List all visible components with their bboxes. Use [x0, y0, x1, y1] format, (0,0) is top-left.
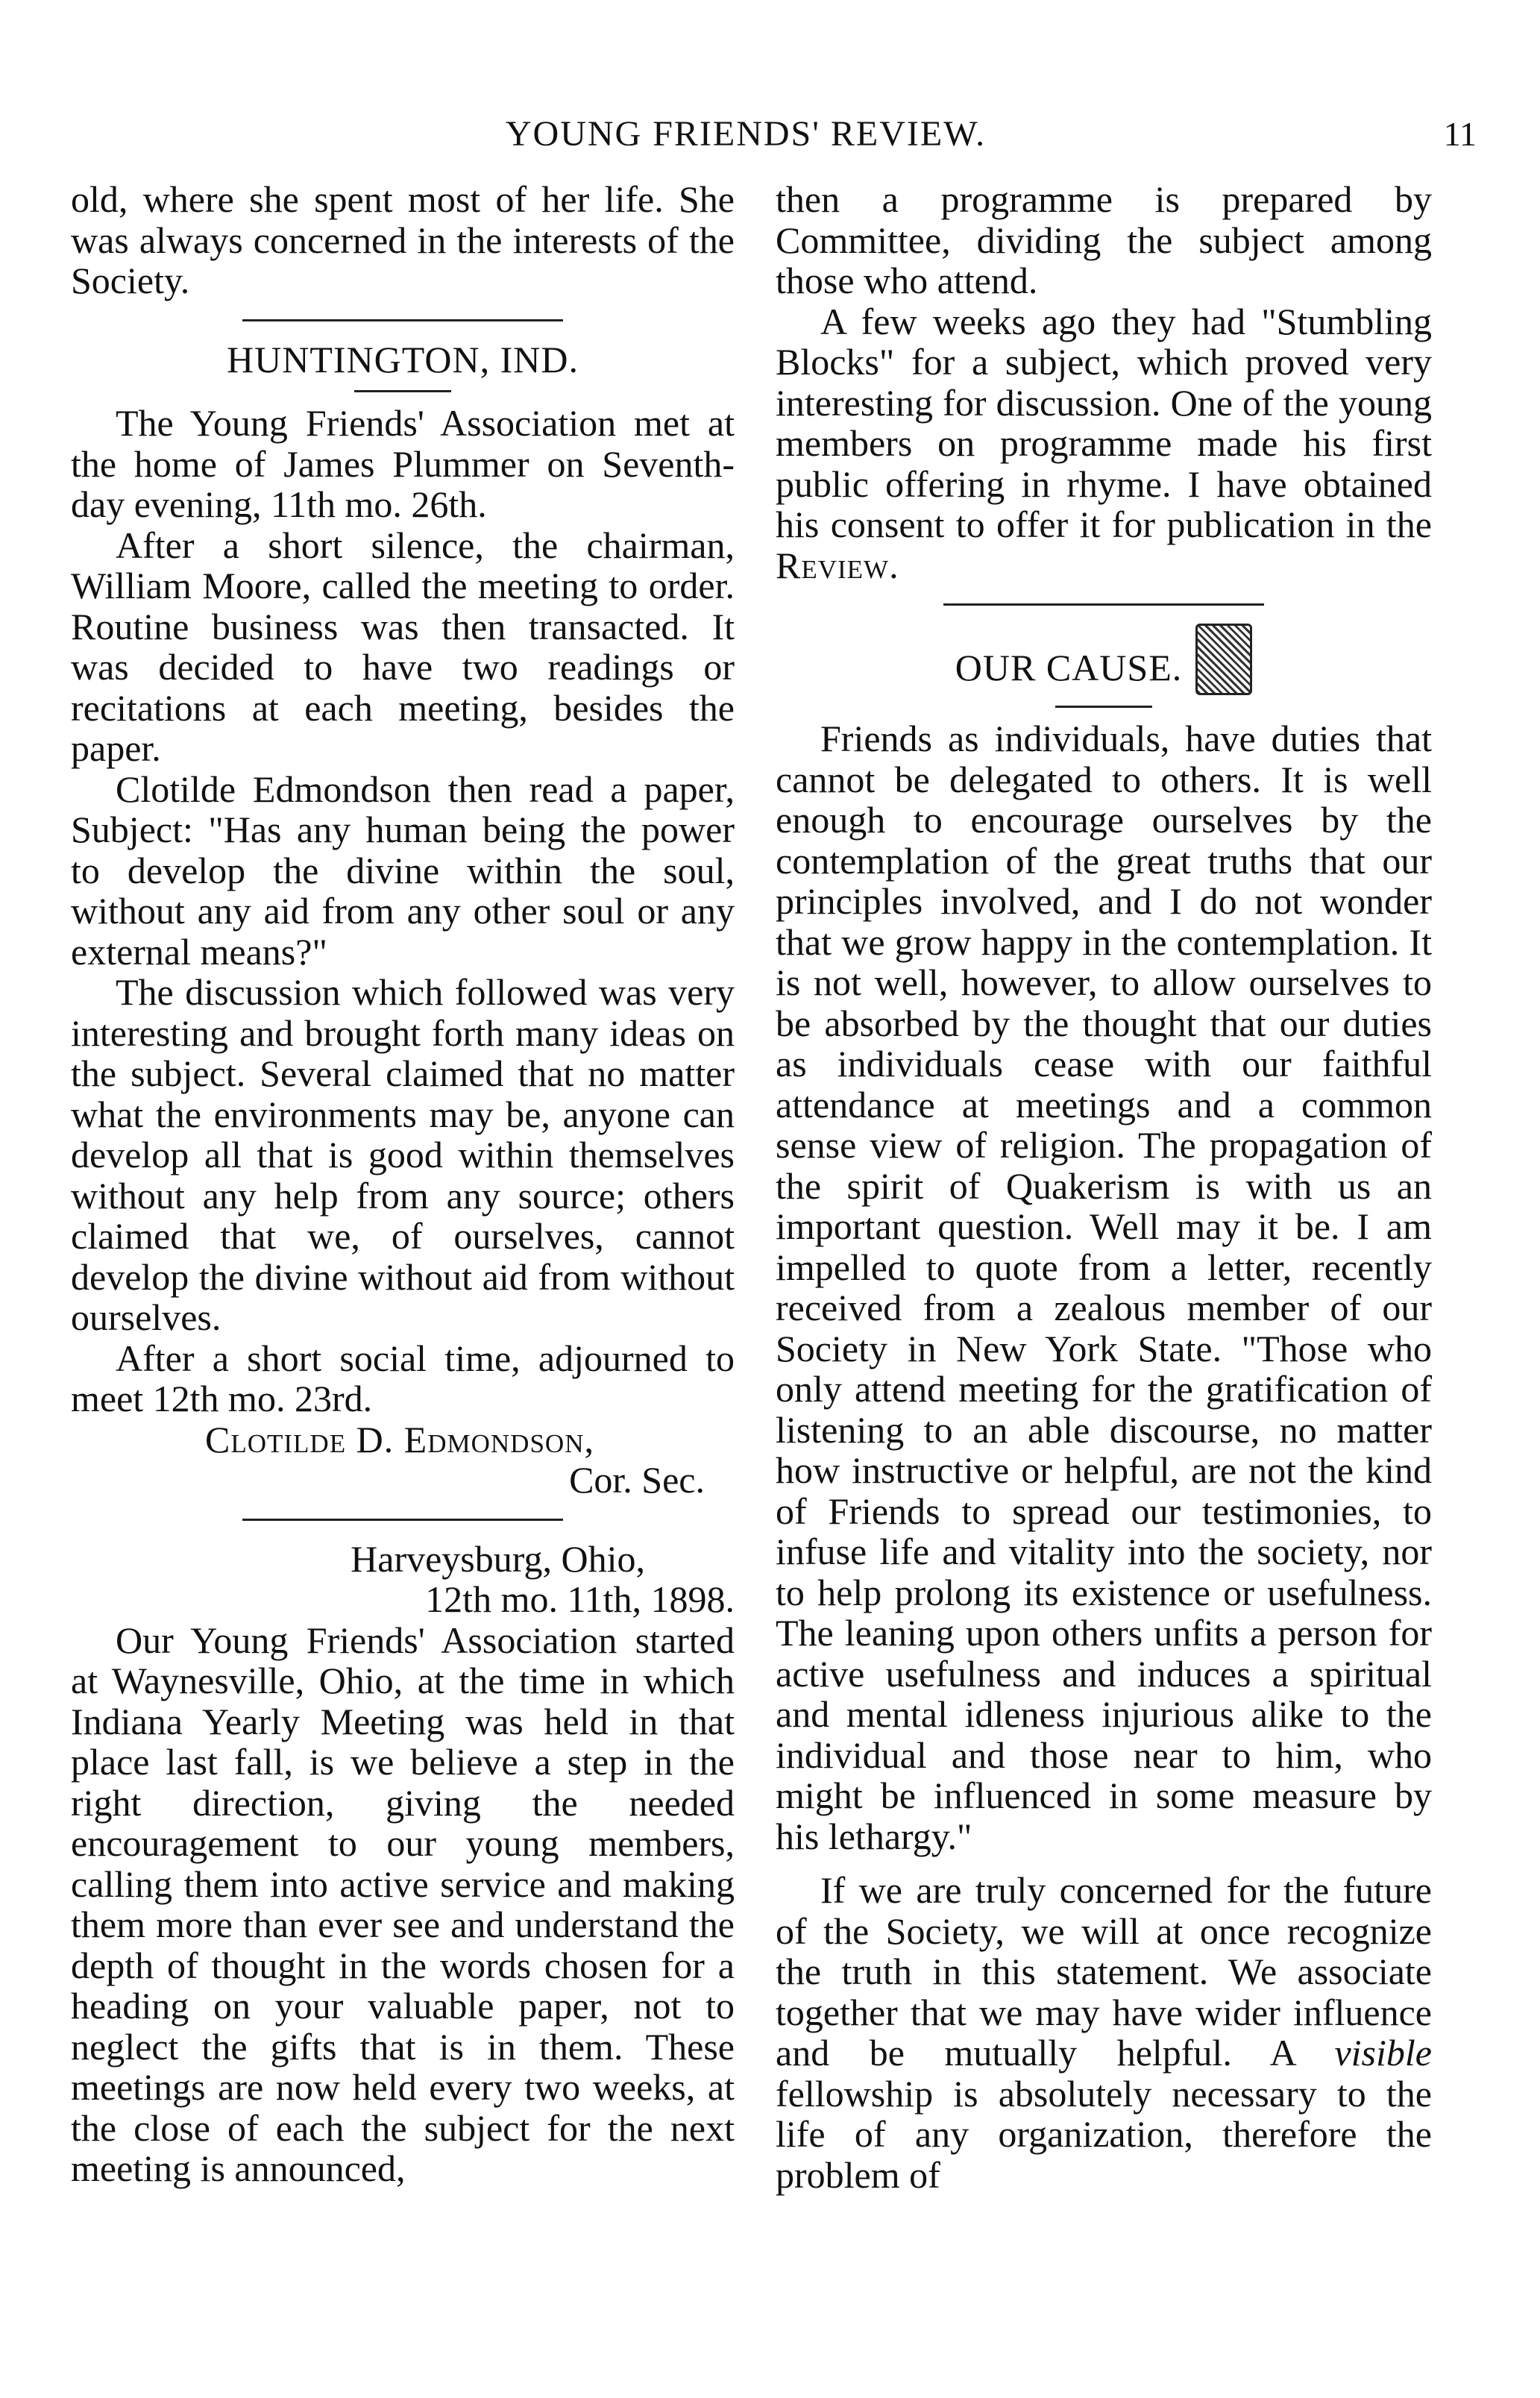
- paragraph: then a programme is prepared by Committee, dividing the subject among those who attend.: [776, 178, 1432, 301]
- signature-name: Clotilde D. Edmondson,: [205, 1418, 594, 1460]
- paragraph: Friends as individuals, have duties that cannot be delegated to others. It is well enough to encourage ourselves by the contemplation of the great truths that our principles involved, and I do not wonder that we grow happy in the contemplation. It is not well, however, to allow ourselves to be absorbed by the thought that our duties as individuals cease with our faithful attendance at meetings and a common sense view of religion. The propagation of the spirit of Quakerism is with us an important question. Well may it be. I am impelled to quote from a letter, recently received from a zealous member of our Society in New York State. "Those who only attend meeting for the gratification of listening to an able discourse, no matter how instructive or helpful, are not the kind of Friends to spread our testimonies, to infuse life and vitality into the society, nor to help prolong its existence or usefulness. The leaning upon others unfits a person for active usefulness and induces a spiritual and mental idleness injurious alike to the individual and those near to him, who might be influenced in some measure by his lethargy.": [776, 718, 1432, 1857]
- divider: [242, 1519, 563, 1521]
- paragraph: The Young Friends' Association met at the home of James Plummer on Seventh-day evening, 11th mo. 26th.: [71, 402, 735, 525]
- paragraph: Our Young Friends' Association started at Waynesville, Ohio, at the time in which Indiana Yearly Meeting was held in that place last fall, is we believe a step in the right direction, giving the needed encouragement to our young members, calling them into active service and making them more than ever see and understand the depth of thought in the words chosen for a heading on your valuable paper, not to neglect the gifts that is in them. These meetings are now held every two weeks, at the close of each the subject for the next meeting is announced,: [71, 1619, 735, 2189]
- divider: [943, 603, 1264, 606]
- divider: [242, 319, 563, 321]
- running-title: YOUNG FRIENDS' REVIEW.: [505, 114, 987, 154]
- paragraph: The discussion which followed was very interesting and brought forth many ideas on the subject. Several claimed that no matter what the environments may be, anyone can develop all that is good within themselves without any help from any source; others claimed that we, of ourselves, cannot develop the divine without aid from without ourselves.: [71, 971, 735, 1338]
- left-column: [71, 179, 735, 2189]
- page-number: 11: [1443, 115, 1477, 153]
- divider: [354, 390, 451, 392]
- paragraph-text: If we are truly concerned for the future of the Society, we will at once recognize the truth in this statement. We associate together that we may have wider influence and be mutually helpful. A: [776, 1869, 1432, 2074]
- review-word: Review.: [776, 544, 899, 586]
- paragraph: After a short silence, the chairman, William Moore, called the meeting to order. Routine business was then transacted. It was decided to have two readings or recitations at each meeting, besides the paper.: [71, 524, 735, 769]
- dateline-date: 12th mo. 11th, 1898.: [425, 1578, 735, 1620]
- emphasis-visible: visible: [1334, 2032, 1432, 2074]
- heading-text: OUR CAUSE.: [955, 647, 1183, 688]
- paragraph: old, where she spent most of her life. She was always concerned in the interests of the Society.: [71, 178, 735, 301]
- paragraph: [776, 1870, 1432, 2195]
- paragraph-text: A few weeks ago they had "Stumbling Blocks" for a subject, which proved very interesting for discussion. One of the young members on programme made his first public offering in rhyme. I have obtained his consent to offer it for publication in the: [776, 300, 1432, 545]
- page-header: [75, 112, 1492, 164]
- paragraph: [776, 301, 1432, 586]
- paragraph-text: fellowship is absolutely necessary to the life of any organization, therefore the problem of: [776, 2072, 1432, 2196]
- dateline-place: Harveysburg, Ohio,: [351, 1537, 645, 1580]
- section-heading-huntington: HUNTINGTON, IND.: [227, 338, 579, 380]
- library-stamp-icon: [1195, 624, 1252, 695]
- signature-title: Cor. Sec.: [569, 1459, 705, 1501]
- paragraph: After a short social time, adjourned to meet 12th mo. 23rd.: [71, 1337, 735, 1419]
- paragraph: Clotilde Edmondson then read a paper, Subject: "Has any human being the power to develop the divine within the soul, without any aid from any other soul or any external means?": [71, 768, 735, 973]
- divider: [1055, 706, 1152, 708]
- right-column: [776, 179, 1432, 2195]
- section-heading-our-cause: [776, 624, 1432, 695]
